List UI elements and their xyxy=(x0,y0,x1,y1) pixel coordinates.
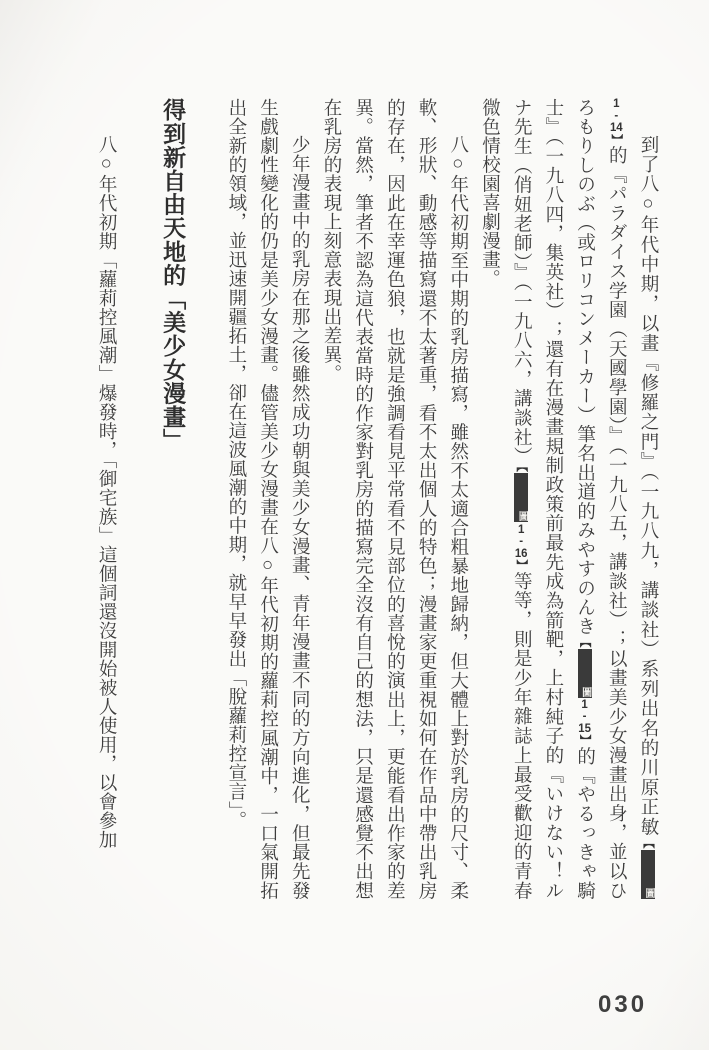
paragraph-2: 八○年代初期至中期的乳房描寫，雖然不太適合粗暴地歸納，但大體上對於乳房的尺寸、柔軟、形狀、動感等描寫還不太著重，看不太出個人的特色；漫畫家更重視如何在作品中帶出乳房的存在，因此在幸運色狼，也就是強調看見平常看不見部位的喜悅的演出上，更能看出作家的差異。當然，筆者不認為這代表當時的作家對乳房的描寫完全沒有自己的想法，只是還感覺不出想在乳房的表現上刻意表現出差異。 xyxy=(320,98,468,900)
paragraph-3: 少年漫畫中的乳房在那之後雖然成功朝與美少女漫畫、青年漫畫不同的方向進化，但最先發生戲劇性變化的仍是美少女漫畫。儘管美少女漫畫在八○年代初期的蘿莉控風潮中，一口氣開拓出全新的領域，並迅速開疆拓土，卻在這波風潮的中期，就早早發出「脫蘿莉控宣言」。 xyxy=(225,98,310,900)
figure-number: 1-16 xyxy=(514,523,528,560)
vertical-text-block xyxy=(89,98,663,900)
figure-reference-1-15 xyxy=(579,636,591,746)
bracket-close: 】 xyxy=(578,734,591,747)
paragraph-1-text-b: 的『パラダイス学園（天國學園）』（一九八五，講談社）；以畫美少女漫畫出身，並以ひろもりしのぶ（或ロリコンメーカー）筆名出道的みやすのんき xyxy=(574,98,627,900)
section-heading: 得到新自由天地的「美少女漫畫」 xyxy=(160,98,187,452)
figure-reference-1-16 xyxy=(515,466,527,571)
figure-icon: 圖 xyxy=(514,473,528,522)
page-number: 030 xyxy=(598,991,648,1018)
bracket-open: 【 xyxy=(578,636,591,648)
bracket-close: 】 xyxy=(515,559,528,572)
bracket-open: 【 xyxy=(515,466,528,473)
paragraph-1-text-a: 到了八○年代中期，以畫『修羅之門』（一九八九，講談社）系列出名的川原正敏 xyxy=(638,135,658,837)
figure-icon: 圖 xyxy=(641,850,655,899)
paragraph-1-text-d: 等等，則是少年雜誌上最受歡迎的青春微色情校園喜劇漫畫。 xyxy=(479,98,532,901)
figure-number: 1-14 xyxy=(609,98,623,134)
paragraph-4: 八○年代初期「蘿莉控風潮」爆發時，「御宅族」這個詞還沒開始被人使用，以會參加 xyxy=(96,135,117,850)
figure-number: 1-15 xyxy=(578,699,591,735)
bracket-close: 】 xyxy=(610,133,623,146)
paragraph-1 xyxy=(473,98,663,900)
bracket-open: 【 xyxy=(642,836,654,850)
paragraph-1-text-c: 的『やるっきゃ騎士』（一九八四，集英社）；還有在漫畫規制政策前最先成為箭靶，上村純子的『いけない！ルナ先生（俏妞老師）』（一九八六，講談社） xyxy=(511,98,595,901)
figure-icon: 圖 xyxy=(578,649,592,698)
